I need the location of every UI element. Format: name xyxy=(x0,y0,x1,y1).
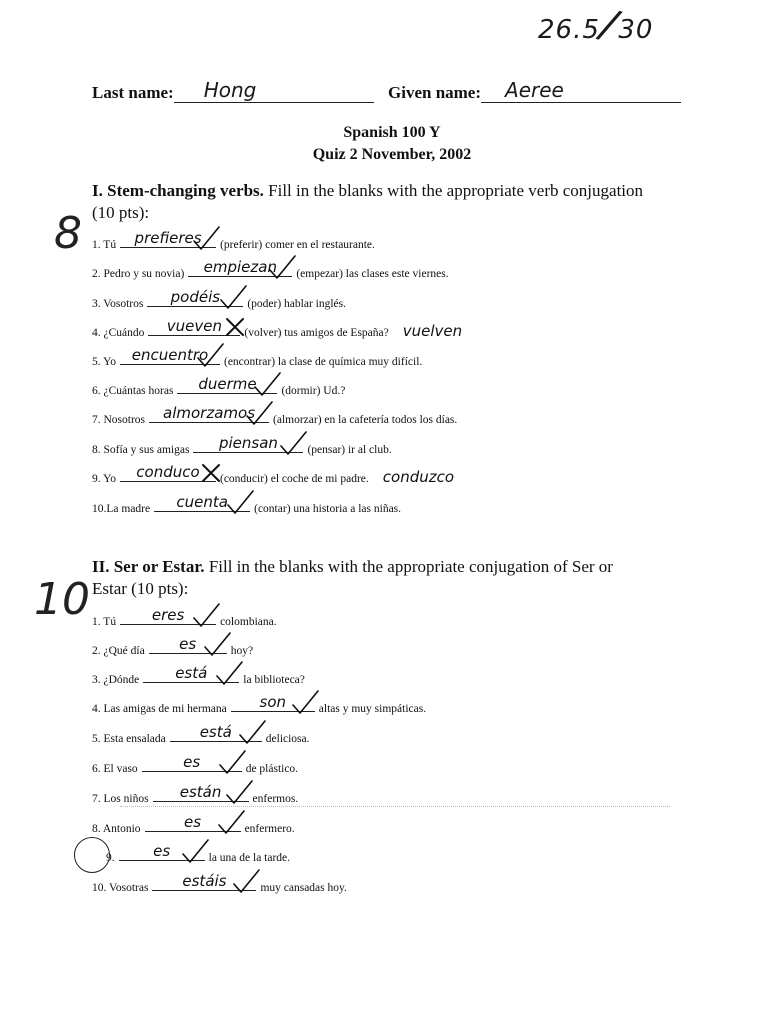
handwritten-answer: es xyxy=(153,842,171,860)
question-prompt: 10.La madre xyxy=(92,503,151,515)
question-prompt: 5. Yo xyxy=(92,356,116,368)
incorrect-x-icon xyxy=(200,462,222,484)
checkmark-icon xyxy=(253,371,281,397)
checkmark-icon xyxy=(226,489,254,515)
answer-blank[interactable] xyxy=(120,606,216,625)
last-name-label: Last name: xyxy=(92,83,174,102)
answer-blank[interactable] xyxy=(147,288,243,307)
checkmark-icon xyxy=(238,719,266,745)
answer-blank[interactable] xyxy=(145,813,241,832)
section1-question-8 xyxy=(92,434,392,456)
question-continuation: de plástico. xyxy=(245,763,299,775)
section2-heading-bold: II. Ser or Estar. xyxy=(92,557,205,576)
answer-blank[interactable] xyxy=(148,317,240,336)
score-slash: / xyxy=(596,0,622,50)
checkmark-icon xyxy=(218,749,246,775)
handwritten-answer: duerme xyxy=(198,375,257,393)
question-continuation: la una de la tarde. xyxy=(208,852,291,864)
handwritten-answer: prefieres xyxy=(134,229,202,247)
given-name-field[interactable] xyxy=(481,78,681,103)
score-earned: 26.5 xyxy=(538,15,600,45)
course-title: Spanish 100 Y xyxy=(343,124,441,141)
section2-question-9 xyxy=(106,842,291,864)
section1-question-10 xyxy=(92,493,402,515)
question-continuation: muy cansadas hoy. xyxy=(260,882,347,894)
checkmark-icon xyxy=(219,284,247,310)
question-prompt: 9. Yo xyxy=(92,473,116,485)
question-prompt: 5. Esta ensalada xyxy=(92,733,166,745)
handwritten-answer: encuentro xyxy=(131,346,209,364)
section1-question-5 xyxy=(92,346,423,368)
question-prompt: 10. Vosotras xyxy=(92,882,149,894)
handwritten-answer: almorzamos xyxy=(163,404,256,422)
section2-question-7 xyxy=(92,783,299,805)
given-name-value: Aeree xyxy=(505,78,564,102)
given-name-row xyxy=(388,78,681,103)
incorrect-x-icon xyxy=(224,316,246,338)
scan-artifact-line xyxy=(120,806,670,807)
question-prompt: 2. Pedro y su novia) xyxy=(92,268,185,280)
given-name-label: Given name: xyxy=(388,83,482,102)
checkmark-icon xyxy=(291,689,319,715)
question-continuation: (pensar) ir al club. xyxy=(307,444,392,456)
question-continuation: (contar) una historia a las niñas. xyxy=(254,503,402,515)
handwritten-answer: podéis xyxy=(170,288,221,306)
section2-question-6 xyxy=(92,753,299,775)
last-name-field[interactable] xyxy=(174,78,374,103)
question-prompt: 3. Vosotros xyxy=(92,298,144,310)
answer-blank[interactable] xyxy=(177,375,277,394)
handwritten-answer: son xyxy=(259,693,287,711)
checkmark-icon xyxy=(203,631,231,657)
last-name-value: Hong xyxy=(203,78,257,102)
question-continuation: (almorzar) en la cafetería todos los días. xyxy=(273,414,458,426)
question-continuation: la biblioteca? xyxy=(243,674,305,686)
checkmark-icon xyxy=(196,342,224,368)
question-prompt: 8. Antonio xyxy=(92,823,141,835)
question-prompt: 1. Tú xyxy=(92,616,117,628)
answer-blank[interactable] xyxy=(152,872,256,891)
section1-points: (10 pts): xyxy=(92,203,150,222)
question-prompt: 7. Los niños xyxy=(92,793,149,805)
section2-question-10 xyxy=(92,872,347,894)
handwritten-answer: es xyxy=(179,635,197,653)
question-prompt: 8. Sofía y sus amigas xyxy=(92,444,190,456)
section1-question-1 xyxy=(92,229,375,251)
answer-blank[interactable] xyxy=(120,463,216,482)
teacher-correction: vuelven xyxy=(402,322,463,340)
question-continuation: altas y muy simpáticas. xyxy=(318,703,427,715)
handwritten-answer: piensan xyxy=(218,434,278,452)
answer-blank[interactable] xyxy=(153,783,249,802)
section2-question-2 xyxy=(92,635,254,657)
answer-blank[interactable] xyxy=(170,723,262,742)
score-total: 30 xyxy=(618,15,654,45)
answer-blank[interactable] xyxy=(119,842,205,861)
checkmark-icon xyxy=(232,868,260,894)
answer-blank[interactable] xyxy=(154,493,250,512)
section2-question-8 xyxy=(92,813,295,835)
checkmark-icon xyxy=(192,225,220,251)
section2-question-5 xyxy=(92,723,310,745)
quiz-title: Quiz 2 November, 2002 xyxy=(312,146,472,163)
handwritten-answer: es xyxy=(184,813,202,831)
section1-heading-text: Fill in the blanks with the appropriate verb conjugation xyxy=(268,181,644,200)
question-continuation: (dormir) Ud.? xyxy=(281,385,346,397)
section1-question-7 xyxy=(92,404,458,426)
question-prompt: 1. Tú xyxy=(92,239,117,251)
answer-blank[interactable] xyxy=(142,753,242,772)
answer-blank[interactable] xyxy=(120,229,216,248)
question-continuation: deliciosa. xyxy=(265,733,310,745)
question-continuation: (conducir) el coche de mi padre. xyxy=(219,473,369,485)
handwritten-answer: está xyxy=(199,723,232,741)
answer-blank[interactable] xyxy=(193,434,303,453)
handwritten-answer: vueven xyxy=(166,317,222,335)
handwritten-answer: estáis xyxy=(182,872,227,890)
question-continuation: enfermero. xyxy=(244,823,295,835)
quiz-score xyxy=(538,2,653,48)
section2-margin-score: 10 xyxy=(34,574,90,625)
answer-blank[interactable] xyxy=(149,635,227,654)
question-continuation: colombiana. xyxy=(220,616,277,628)
question-continuation: enfermos. xyxy=(252,793,299,805)
checkmark-icon xyxy=(217,809,245,835)
section2-question-4 xyxy=(92,693,427,715)
question-continuation: (empezar) las clases este viernes. xyxy=(296,268,449,280)
section1-question-4 xyxy=(92,317,463,340)
question-prompt: 4. Las amigas de mi hermana xyxy=(92,703,227,715)
section1-question-2 xyxy=(92,258,449,280)
section1-question-6 xyxy=(92,375,346,397)
handwritten-answer: eres xyxy=(151,606,185,624)
handwritten-answer: está xyxy=(175,664,208,682)
checkmark-icon xyxy=(245,400,273,426)
checkmark-icon xyxy=(279,430,307,456)
last-name-row xyxy=(92,78,374,103)
section2-heading xyxy=(92,556,692,600)
question-prompt: 4. ¿Cuándo xyxy=(92,327,145,339)
question-prompt: 9. xyxy=(106,852,115,864)
section1-heading xyxy=(92,180,692,224)
section2-question-1 xyxy=(92,606,277,628)
checkmark-icon xyxy=(192,602,220,628)
checkmark-icon xyxy=(268,254,296,280)
section1-question-9 xyxy=(92,463,455,486)
question-prompt: 6. ¿Cuántas horas xyxy=(92,385,174,397)
question9-circle xyxy=(74,837,110,873)
question-continuation: hoy? xyxy=(230,645,254,657)
checkmark-icon xyxy=(181,838,209,864)
answer-blank[interactable] xyxy=(231,693,315,712)
question-continuation: (poder) hablar inglés. xyxy=(247,298,347,310)
answer-blank[interactable] xyxy=(149,404,269,423)
section2-question-3 xyxy=(92,664,305,686)
question-prompt: 7. Nosotros xyxy=(92,414,146,426)
answer-blank[interactable] xyxy=(120,346,220,365)
section2-heading-line2: Estar (10 pts): xyxy=(92,579,189,598)
question-continuation: (volver) tus amigos de España? xyxy=(244,327,389,339)
answer-blank[interactable] xyxy=(188,258,292,277)
section1-heading-bold: I. Stem-changing verbs. xyxy=(92,181,264,200)
handwritten-answer: cuenta xyxy=(176,493,228,511)
handwritten-answer: están xyxy=(179,783,222,801)
section1-margin-score: 8 xyxy=(54,208,82,259)
teacher-correction: conduzco xyxy=(382,468,455,486)
handwritten-answer: empiezan xyxy=(203,258,277,276)
section1-question-3 xyxy=(92,288,347,310)
checkmark-icon xyxy=(215,660,243,686)
question-continuation: (preferir) comer en el restaurante. xyxy=(220,239,375,251)
question-prompt: 3. ¿Dónde xyxy=(92,674,140,686)
question-prompt: 2. ¿Qué día xyxy=(92,645,145,657)
question-prompt: 6. El vaso xyxy=(92,763,138,775)
handwritten-answer: conduco xyxy=(136,463,200,481)
answer-blank[interactable] xyxy=(143,664,239,683)
handwritten-answer: es xyxy=(183,753,201,771)
section2-heading-text: Fill in the blanks with the appropriate conjugation of Ser or xyxy=(208,557,613,576)
checkmark-icon xyxy=(225,779,253,805)
question-continuation: (encontrar) la clase de química muy difícil. xyxy=(223,356,423,368)
